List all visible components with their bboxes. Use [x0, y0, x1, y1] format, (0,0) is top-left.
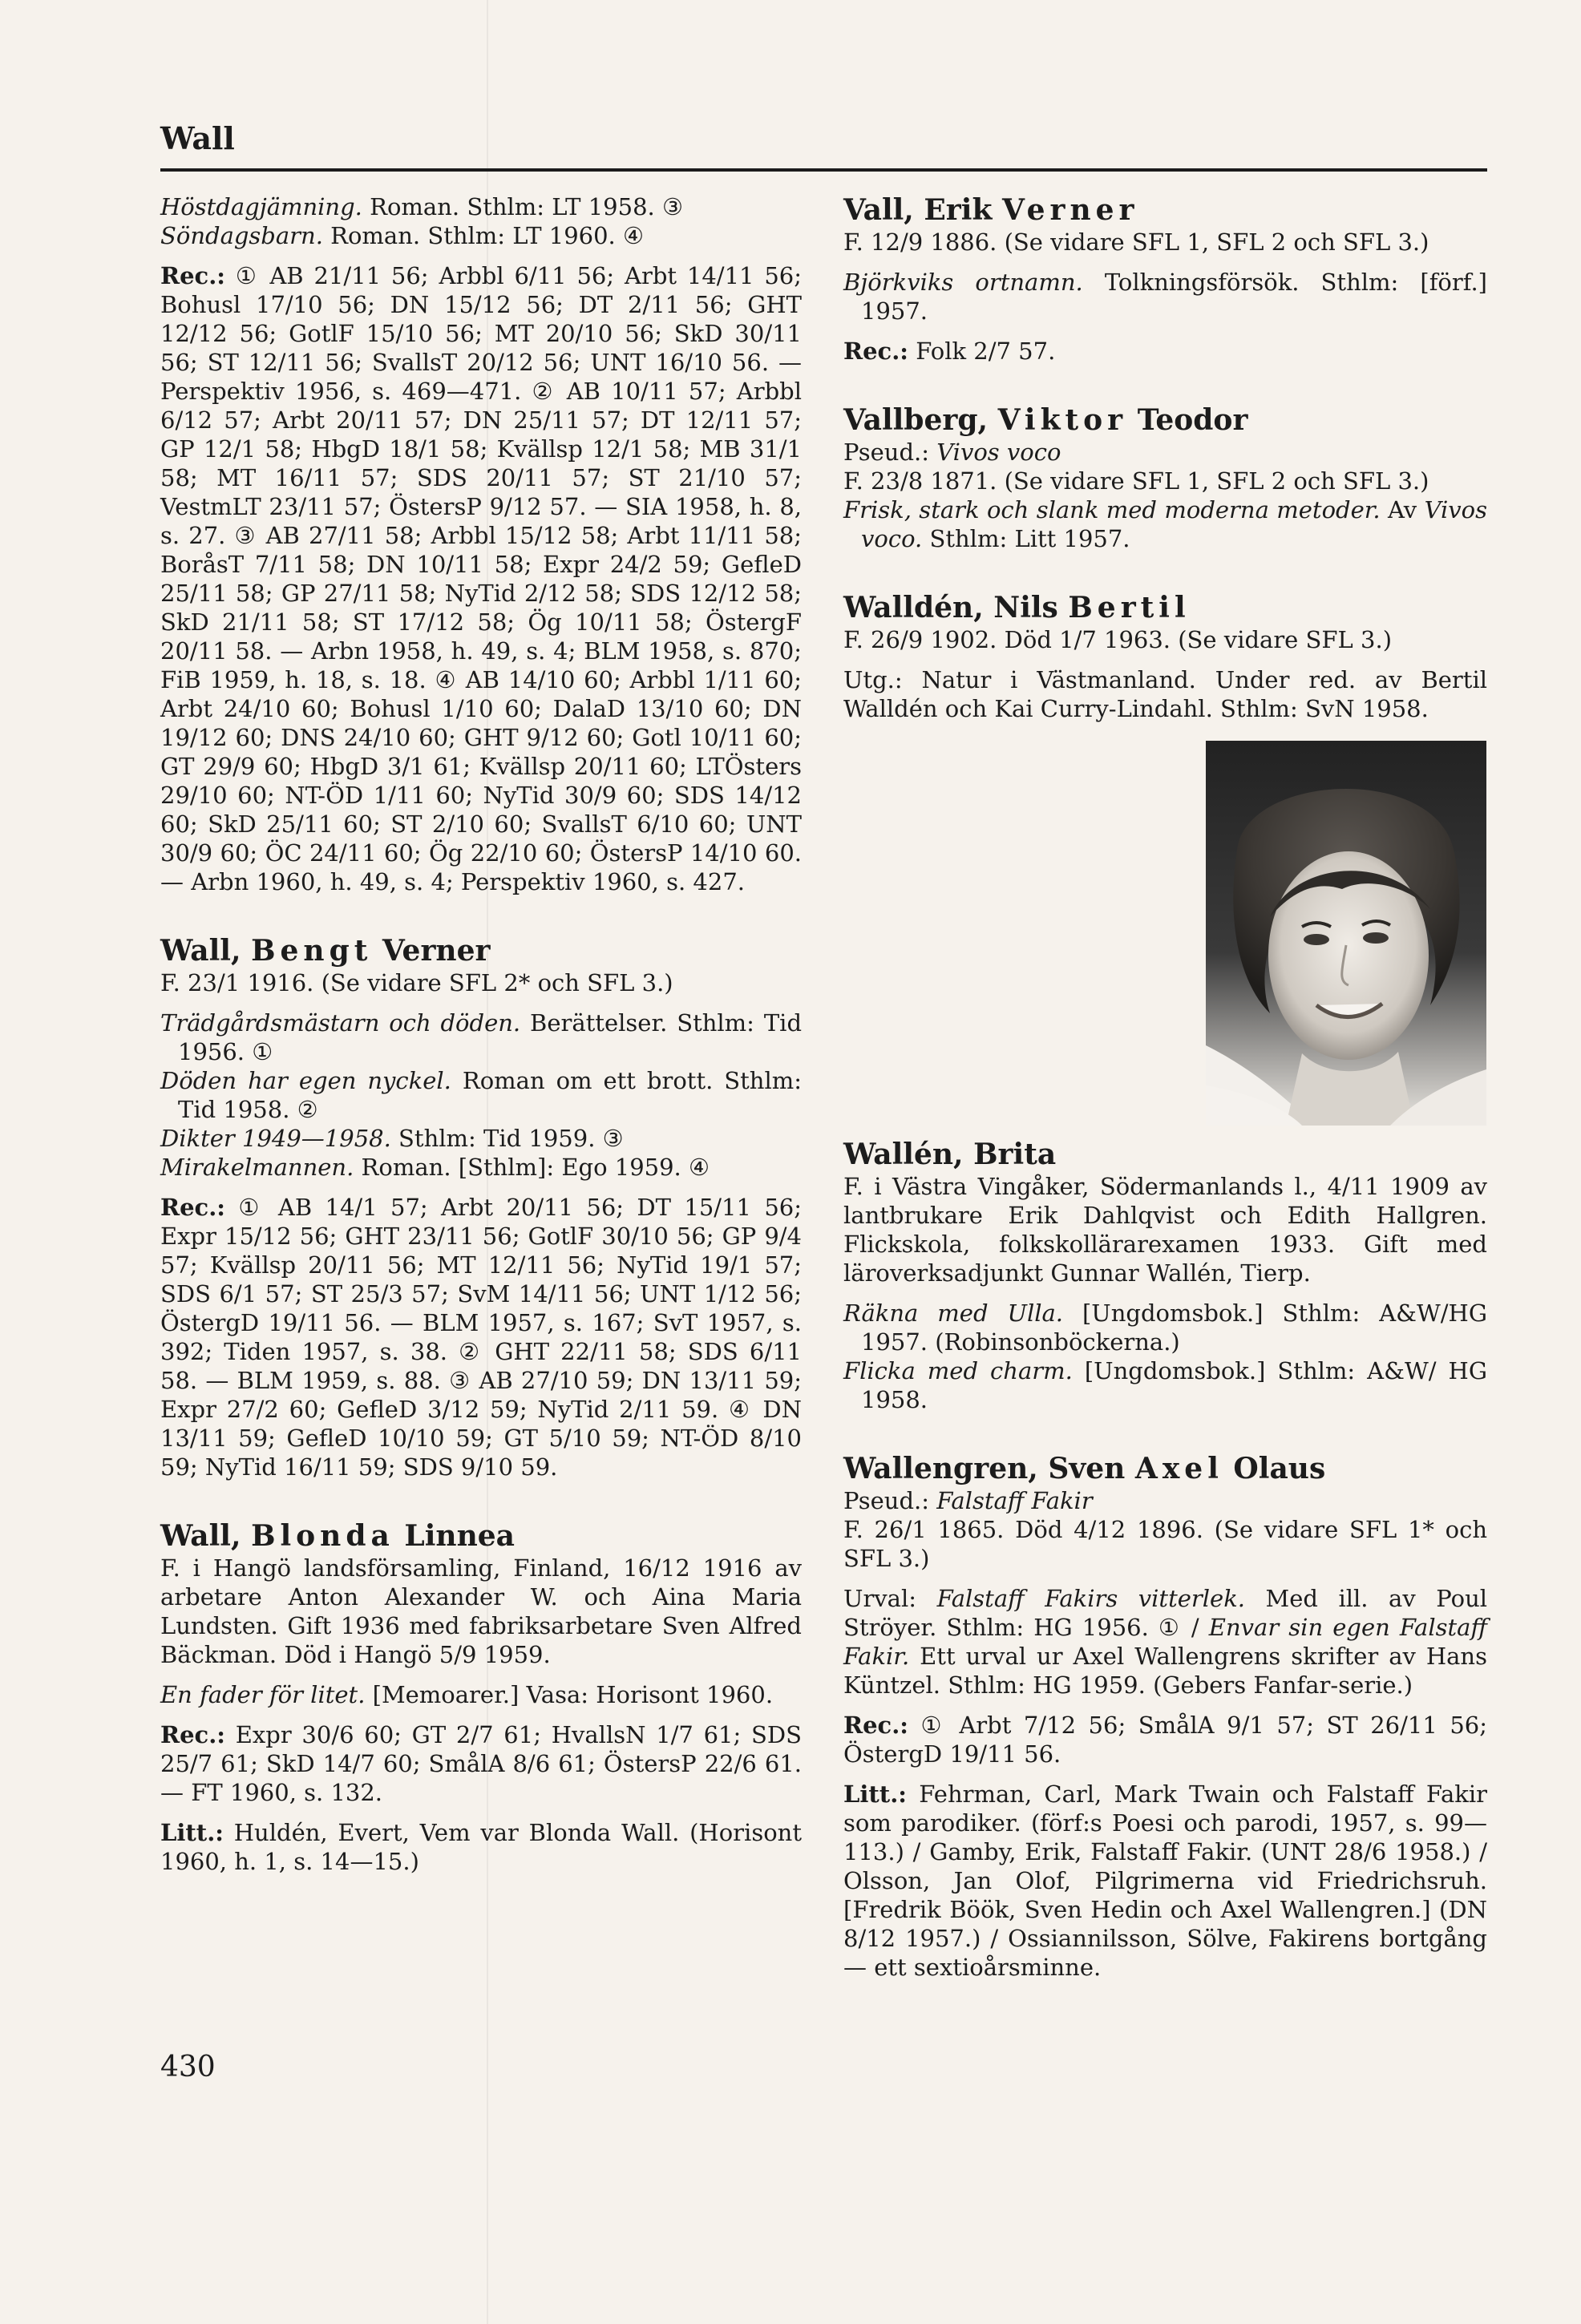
work-details: Roman. Sthlm: LT 1958. ③ — [362, 193, 683, 220]
entry-heading — [160, 1518, 802, 1554]
entry-heading — [843, 590, 1487, 625]
bio: F. 12/9 1886. (Se vidare SFL 1, SFL 2 och SFL 3.) — [843, 228, 1429, 256]
rec-label: Rec.: — [843, 337, 909, 365]
pseud-value: Vivos voco — [936, 439, 1061, 466]
heading-rest: Verner — [382, 934, 491, 968]
entry-heading — [843, 1451, 1487, 1486]
right-column — [843, 192, 1487, 1982]
heading-rest: Linnea — [404, 1519, 515, 1553]
portrait-image — [1206, 741, 1486, 1126]
work-listing — [160, 1680, 802, 1709]
rec-text: ① AB 14/1 57; Arbt 20/11 56; DT 15/11 56; Expr 15/12 56; GHT 23/11 56; GotlF 30/10 56; GP 9/4 57; Kvällsp 20/11 56; MT 12/11 56; NyTid 19/1 57; SDS 6/1 57; ST 25/3 57; SvM 14/11 56; UNT 1/12 56; ÖstergD 19/11 56. — BLM 1957, s. 167; SvT 1957, s. 392; Tiden 1957, s. 38. ② GHT 22/11 58; SDS 6/11 58. — BLM 1959, s. 88. ③ AB 27/10 59; DN 13/11 59; Expr 27/2 60; GefleD 3/12 59; NyTid 2/11 59. ④ DN 13/11 59; GefleD 10/10 59; GT 5/10 59; NT-ÖD 8/10 59; NyTid 16/11 59; SDS 9/10 59. — [160, 1194, 802, 1481]
litt-text: Huldén, Evert, Vem var Blonda Wall. (Horisont 1960, h. 1, s. 14—15.) — [160, 1819, 802, 1875]
work-details: Sthlm: Tid 1959. ③ — [390, 1125, 624, 1152]
entry-vallberg — [843, 402, 1487, 553]
litt-text: Fehrman, Carl, Mark Twain och Falstaff Fakir som parodiker. (förf:s Poesi och parodi, 1957, s. 99—113.) / Gamby, Erik, Falstaff Fakir. (UNT 28/6 1958.) / Olsson, Jan Olof, Pilgrimerna vid Friedrichsruh. [Fredrik Böök, Sven Hedin och Axel Wallengren.] (DN 8/12 1957.) / Ossiannilsson, Sölve, Fakirens bortgång — ett sextioårsminne. — [843, 1780, 1487, 1981]
work-details: [Memoarer.] Vasa: Horisont 1960. — [365, 1681, 774, 1708]
work-details: Med ill. av Poul Ströyer. Sthlm: HG 1956. ① / — [843, 1585, 1488, 1641]
work-title: Döden har egen nyckel. — [160, 1067, 451, 1094]
work-details: Berättelser. Sthlm: Tid 1956. ① — [178, 1009, 803, 1065]
work-listing — [160, 1008, 802, 1066]
work-title: Frisk, stark och slank med moderna metoder. — [843, 496, 1381, 523]
rec-label: Rec.: — [160, 1721, 226, 1748]
heading-callname: Bertil — [1068, 591, 1191, 624]
left-column — [160, 192, 802, 1876]
reviews — [843, 1711, 1487, 1768]
work-details: Roman om ett brott. Sthlm: Tid 1958. ② — [178, 1067, 803, 1123]
litt-label: Litt.: — [160, 1819, 224, 1846]
entry-heading — [843, 192, 1487, 228]
heading-rest: Olaus — [1233, 1452, 1326, 1485]
entry-vall — [843, 192, 1487, 366]
heading-surname: Wallengren, Sven — [843, 1452, 1126, 1485]
work-details: [Ungdomsbok.] Sthlm: A&W/ HG 1958. — [861, 1357, 1487, 1413]
work-title: Söndagsbarn. — [160, 222, 323, 249]
heading-callname: Verner — [1001, 193, 1139, 227]
work-listing — [160, 1066, 802, 1124]
reviews — [160, 1720, 802, 1807]
work-details: Ett urval ur Axel Wallengrens skrifter av Hans Küntzel. Sthlm: HG 1959. (Gebers Fanfar-serie.) — [843, 1643, 1487, 1699]
rec-text: Expr 30/6 60; GT 2/7 61; HvallsN 1/7 61; SDS 25/7 61; SkD 14/7 60; SmålA 8/6 61; ÖstersP 22/6 61. — FT 1960, s. 132. — [160, 1721, 802, 1806]
pseud-value: Falstaff Fakir — [936, 1487, 1093, 1514]
work-title: Höstdagjämning. — [160, 193, 362, 220]
rec-label: Rec.: — [160, 262, 226, 289]
bio: F. 23/1 1916. (Se vidare SFL 2* och SFL 3.) — [160, 969, 673, 996]
work-details: [Ungdomsbok.] Sthlm: A&W/HG 1957. (Robinsonböckerna.) — [861, 1299, 1488, 1356]
work-details: Av — [1380, 496, 1425, 523]
running-head: Wall — [160, 120, 235, 156]
bio: F. 26/1 1865. Död 4/12 1896. (Se vidare SFL 1* och SFL 3.) — [843, 1516, 1487, 1572]
literature — [843, 1780, 1487, 1982]
heading-surname: Vallberg, — [843, 403, 989, 437]
page-number: 430 — [160, 2051, 216, 2084]
work-listing — [160, 1124, 802, 1153]
heading-callname: Viktor — [997, 403, 1128, 437]
rec-label: Rec.: — [160, 1194, 226, 1221]
bio: F. 26/9 1902. Död 1/7 1963. (Se vidare SFL 3.) — [843, 626, 1393, 653]
entry-wallengren — [843, 1451, 1487, 1982]
work-listing — [160, 1153, 802, 1182]
entry-wall-continued — [160, 192, 802, 896]
work-title: Trädgårdsmästarn och döden. — [160, 1009, 521, 1037]
pseudonym — [843, 1486, 1487, 1515]
work-listing — [843, 1356, 1487, 1414]
pseud-label: Pseud.: — [843, 1487, 930, 1514]
selection — [843, 1584, 1487, 1700]
work-title: Envar sin egen Falstaff Fakir. — [843, 1614, 1487, 1670]
entry-wall-blonda — [160, 1518, 802, 1876]
reviews — [160, 261, 802, 896]
bio: F. i Västra Vingåker, Södermanlands l., 4/11 1909 av lantbrukare Erik Dahlqvist och Edith Hallgren. Flickskola, folkskollärarexamen 1933. Gift med läroverksadjunkt Gunnar Wallén, Tierp. — [843, 1173, 1487, 1287]
rec-text: ① Arbt 7/12 56; SmålA 9/1 57; ST 26/11 56; ÖstergD 19/11 56. — [843, 1712, 1487, 1768]
rec-text: Folk 2/7 57. — [908, 337, 1056, 365]
editions: Utg.: Natur i Västmanland. Under red. av Bertil Walldén och Kai Curry-Lindahl. Sthlm: SvN 1958. — [843, 666, 1487, 722]
work-listing — [843, 495, 1487, 553]
heading-surname: Walldén, Nils — [843, 591, 1058, 624]
heading-surname: Wall, — [160, 934, 241, 968]
work-title: Falstaff Fakirs vitterlek. — [936, 1585, 1245, 1612]
work-title: Björkviks ortnamn. — [843, 269, 1083, 296]
entry-heading — [160, 933, 802, 968]
heading-callname: Blonda — [251, 1519, 394, 1553]
heading-surname: Vall, Erik — [843, 193, 993, 227]
work-listing — [843, 1299, 1487, 1356]
reviews — [843, 337, 1487, 366]
work-title: Räkna med Ulla. — [843, 1299, 1064, 1327]
work-author: Vivos voco. — [861, 496, 1487, 552]
work-listing — [160, 221, 802, 250]
literature — [160, 1818, 802, 1876]
reviews — [160, 1193, 802, 1481]
litt-label: Litt.: — [843, 1780, 907, 1808]
urval-label: Urval: — [843, 1585, 917, 1612]
work-details: Roman. [Sthlm]: Ego 1959. ④ — [354, 1154, 710, 1181]
pseud-label: Pseud.: — [843, 439, 930, 466]
bio: F. 23/8 1871. (Se vidare SFL 1, SFL 2 och SFL 3.) — [843, 467, 1429, 495]
work-listing — [843, 268, 1487, 325]
work-listing — [160, 192, 802, 221]
work-title: Mirakelmannen. — [160, 1154, 354, 1181]
entry-wallden — [843, 590, 1487, 723]
work-details: Tolkningsförsök. Sthlm: [förf.] 1957. — [861, 269, 1487, 325]
heading-callname: Axel — [1134, 1452, 1223, 1485]
rec-label: Rec.: — [843, 1712, 909, 1739]
work-title: Dikter 1949—1958. — [160, 1125, 391, 1152]
pseudonym — [843, 438, 1487, 467]
rec-text: ① AB 21/11 56; Arbbl 6/11 56; Arbt 14/11 56; Bohusl 17/10 56; DN 15/12 56; DT 2/11 56; GHT 12/12 56; GotlF 15/10 56; MT 20/10 56; SkD 30/11 56; ST 12/11 56; SvallsT 20/12 56; UNT 16/10 56. — Perspektiv 1956, s. 469—471. ② AB 10/11 57; Arbbl 6/12 57; Arbt 20/11 57; DN 25/11 57; DT 12/11 57; GP 12/1 58; HbgD 18/1 58; Kvällsp 12/1 58; MB 31/1 58; MT 16/11 57; SDS 20/11 57; ST 21/10 57; VestmLT 23/11 57; ÖstersP 9/12 57. — SIA 1958, h. 8, s. 27. ③ AB 27/11 58; Arbbl 15/12 58; Arbt 11/11 58; BoråsT 7/11 58; DN 10/11 58; Expr 24/2 59; GefleD 25/11 58; GP 27/11 58; NyTid 2/12 58; SDS 12/12 58; SkD 21/11 58; ST 17/12 58; Ög 10/11 58; ÖstergF 20/11 58. — Arbn 1958, h. 49, s. 4; BLM 1958, s. 870; FiB 1959, h. 18, s. 18. ④ AB 14/10 60; Arbbl 1/11 60; Arbt 24/10 60; Bohusl 1/10 60; DalaD 13/10 60; DN 19/12 60; DNS 24/10 60; GHT 9/12 60; Gotl 10/11 60; GT 29/9 60; HbgD 3/1 61; Kvällsp 20/11 60; LTÖsters 29/10 60; NT-ÖD 1/11 60; NyTid 30/9 60; SDS 14/12 60; SkD 25/11 60; ST 2/10 60; SvallsT 6/10 60; UNT 30/9 60; ÖC 24/11 60; Ög 22/10 60; ÖstersP 14/10 60. — Arbn 1960, h. 49, s. 4; Perspektiv 1960, s. 427. — [160, 262, 802, 895]
header-rule — [160, 168, 1487, 172]
work-details: Roman. Sthlm: LT 1960. ④ — [322, 222, 644, 249]
work-title: En fader för litet. — [160, 1681, 366, 1708]
work-details: Sthlm: Litt 1957. — [922, 525, 1130, 552]
heading-surname: Wall, — [160, 1519, 241, 1553]
work-title: Flicka med charm. — [843, 1357, 1073, 1384]
portrait-photo — [1206, 741, 1486, 1126]
heading-callname: Bengt — [251, 934, 373, 968]
entry-wallen — [843, 1137, 1487, 1414]
entry-wall-bengt — [160, 933, 802, 1481]
entry-heading — [843, 402, 1487, 438]
bio: F. i Hangö landsförsamling, Finland, 16/12 1916 av arbetare Anton Alexander W. och Aina Maria Lundsten. Gift 1936 med fabriksarbetare Sven Alfred Bäckman. Död i Hangö 5/9 1959. — [160, 1554, 802, 1668]
heading-rest: Teodor — [1137, 403, 1248, 437]
entry-heading: Wallén, Brita — [843, 1138, 1057, 1171]
